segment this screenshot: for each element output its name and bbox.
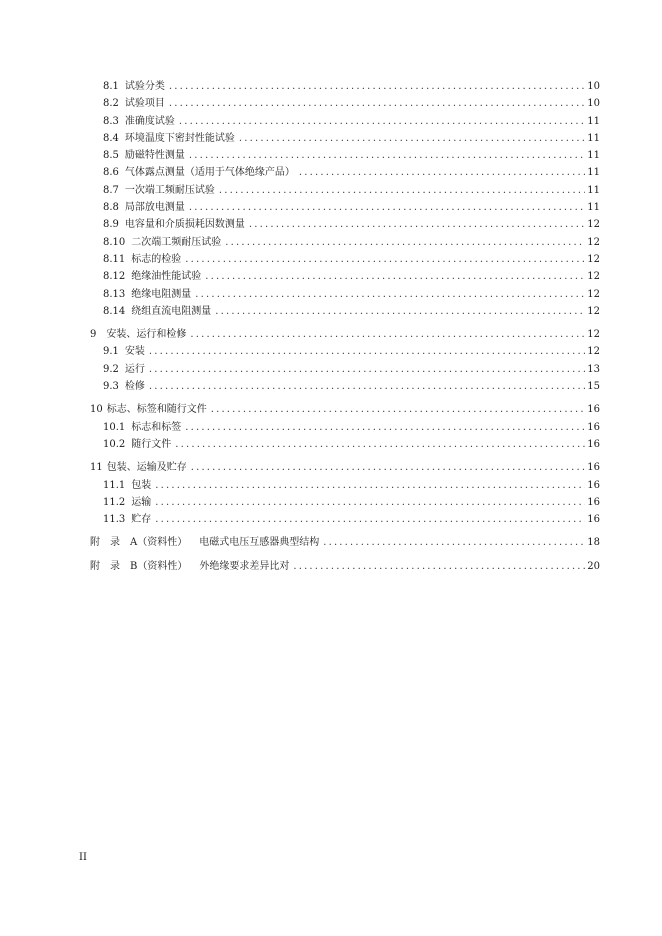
toc-page: 12 — [587, 219, 600, 231]
toc-page: 18 — [587, 537, 600, 549]
toc-page: 12 — [587, 288, 600, 300]
toc-number: 8.3 — [103, 115, 119, 127]
toc-number: 10 — [90, 404, 103, 416]
toc-page: 16 — [587, 421, 600, 433]
dot-leader — [149, 361, 585, 378]
toc-number: 10.1 — [103, 421, 126, 433]
toc-title: 包装、运输及贮存 — [106, 462, 187, 474]
toc-title: 运行 — [124, 363, 145, 375]
toc-title: 安装 — [124, 346, 145, 358]
toc-entry-9-1[interactable] — [0, 343, 600, 360]
toc-page: 10 — [587, 81, 600, 92]
toc-entry-8-7[interactable] — [0, 182, 600, 199]
dot-leader — [195, 286, 585, 303]
dot-leader — [249, 216, 585, 233]
dot-leader — [293, 558, 585, 575]
dot-leader — [185, 251, 585, 268]
toc-title: 标志的检验 — [131, 253, 182, 265]
toc-number: 11.1 — [103, 479, 126, 491]
toc-page: 11 — [587, 202, 600, 214]
toc-title: 一次端工频耐压试验 — [124, 184, 215, 196]
toc-entry-9-2[interactable] — [0, 361, 600, 378]
toc-title: 安装、运行和检修 — [106, 329, 187, 341]
toc-title: 准确度试验 — [124, 115, 175, 127]
toc-title: 绕组直流电阻测量 — [131, 305, 212, 317]
toc-title: 局部放电测量 — [124, 202, 185, 214]
toc-number: 8.10 — [103, 236, 126, 248]
toc-page: 12 — [587, 253, 600, 265]
dot-leader — [205, 268, 585, 285]
toc-number: 11.2 — [103, 496, 126, 508]
toc-title: 外绝缘要求差异比对 — [199, 560, 290, 572]
toc-page: 11 — [587, 132, 600, 144]
toc-number: 8.6 — [103, 167, 119, 179]
toc-title: 标志和标签 — [131, 421, 182, 433]
toc-number: 8.13 — [103, 288, 126, 300]
dot-leader — [169, 78, 585, 95]
dot-leader — [155, 494, 585, 511]
dot-leader — [149, 378, 585, 395]
toc-number: 8.7 — [103, 184, 119, 196]
dot-leader — [149, 343, 585, 360]
toc-entry-8-14[interactable] — [0, 303, 600, 320]
toc-number: 8.1 — [103, 81, 119, 92]
toc-title: 试验项目 — [124, 98, 165, 110]
toc-entry-8-2[interactable] — [0, 95, 600, 112]
toc-page: 12 — [587, 271, 600, 283]
dot-leader — [299, 164, 585, 181]
dot-leader — [190, 326, 585, 343]
toc-title: 试验分类 — [124, 81, 165, 92]
toc-number: 8.8 — [103, 202, 119, 214]
dot-leader — [211, 401, 586, 418]
toc-page: 12 — [587, 236, 600, 248]
toc-page: 12 — [587, 346, 600, 358]
toc-title: 环境温度下密封性能试验 — [124, 132, 235, 144]
dot-leader — [225, 234, 585, 251]
toc-page: 16 — [587, 438, 600, 450]
toc-entry-appendix-b[interactable] — [0, 558, 600, 575]
toc-entry-8-11[interactable] — [0, 251, 600, 268]
toc-entry-8-9[interactable] — [0, 216, 600, 233]
dot-leader — [219, 182, 585, 199]
toc-number: 8.2 — [103, 98, 119, 110]
dot-leader — [169, 95, 585, 112]
toc-page: 12 — [587, 305, 600, 317]
toc-title: 绝缘油性能试验 — [131, 271, 202, 283]
page-number-footer: II — [79, 852, 87, 863]
toc-number: 9 — [90, 329, 97, 341]
appendix-label: 附 录 B（资料性） — [90, 560, 188, 572]
toc-number: 8.12 — [103, 271, 126, 283]
toc-page: 20 — [587, 560, 600, 572]
toc-title: 检修 — [124, 381, 145, 393]
toc-title: 标志、标签和随行文件 — [106, 404, 207, 416]
toc-title: 运输 — [131, 496, 152, 508]
dot-leader — [185, 419, 585, 436]
toc-page: 12 — [587, 329, 600, 341]
appendix-label: 附 录 A（资料性） — [90, 537, 188, 549]
toc-title: 贮存 — [131, 514, 152, 526]
toc-entry-8-4[interactable] — [0, 130, 600, 147]
toc-number: 11 — [90, 462, 103, 474]
toc-number: 8.5 — [103, 150, 119, 162]
toc-entry-8-12[interactable] — [0, 268, 600, 285]
dot-leader — [323, 534, 585, 551]
toc-title: 包装 — [131, 479, 152, 491]
toc-entry-11[interactable] — [0, 459, 600, 476]
dot-leader — [179, 113, 585, 130]
toc-entry-8-6[interactable] — [0, 164, 600, 181]
dot-leader — [215, 303, 585, 320]
toc-page: 11 — [587, 115, 600, 127]
toc-number: 8.9 — [103, 219, 119, 231]
dot-leader — [155, 477, 585, 494]
toc-entry-9[interactable] — [0, 326, 600, 343]
table-of-contents — [0, 78, 662, 575]
toc-entry-8-10[interactable] — [0, 234, 600, 251]
toc-number: 9.1 — [103, 346, 119, 358]
toc-entry-10-2[interactable] — [0, 436, 600, 453]
toc-entry-11-3[interactable] — [0, 511, 600, 528]
dot-leader — [191, 459, 586, 476]
toc-entry-8-1[interactable] — [0, 78, 600, 95]
toc-number: 8.14 — [103, 305, 126, 317]
toc-page: 11 — [587, 184, 600, 196]
toc-entry-10[interactable] — [0, 401, 600, 418]
toc-entry-8-5[interactable] — [0, 147, 600, 164]
toc-title: 电容量和介质损耗因数测量 — [124, 219, 245, 231]
toc-entry-11-1[interactable] — [0, 477, 600, 494]
toc-page: 11 — [587, 167, 600, 179]
toc-number: 10.2 — [103, 438, 126, 450]
toc-entry-8-3[interactable] — [0, 113, 600, 130]
toc-entry-9-3[interactable] — [0, 378, 600, 395]
toc-title: 气体露点测量（适用于气体绝缘产品） — [124, 167, 295, 179]
dot-leader — [175, 436, 585, 453]
dot-leader — [155, 511, 585, 528]
toc-entry-10-1[interactable] — [0, 419, 600, 436]
dot-leader — [239, 130, 585, 147]
toc-page: 10 — [587, 98, 600, 110]
toc-title: 励磁特性测量 — [124, 150, 185, 162]
toc-entry-8-13[interactable] — [0, 286, 600, 303]
toc-number: 9.3 — [103, 381, 119, 393]
toc-page: 16 — [587, 462, 600, 474]
toc-number: 8.11 — [103, 253, 126, 265]
dot-leader — [189, 199, 585, 216]
toc-entry-appendix-a[interactable] — [0, 534, 600, 551]
toc-title: 二次端工频耐压试验 — [131, 236, 222, 248]
toc-page: 16 — [587, 496, 600, 508]
toc-page: 16 — [587, 479, 600, 491]
toc-title: 随行文件 — [131, 438, 172, 450]
toc-number: 9.2 — [103, 363, 119, 375]
toc-number: 11.3 — [103, 514, 126, 526]
toc-page: 16 — [587, 514, 600, 526]
toc-page: 16 — [587, 404, 600, 416]
toc-number: 8.4 — [103, 132, 119, 144]
toc-page: 11 — [587, 150, 600, 162]
toc-title: 绝缘电阻测量 — [131, 288, 192, 300]
toc-page: 15 — [587, 381, 600, 393]
toc-page: 13 — [587, 363, 600, 375]
toc-title: 电磁式电压互感器典型结构 — [199, 537, 320, 549]
dot-leader — [189, 147, 585, 164]
toc-entry-11-2[interactable] — [0, 494, 600, 511]
toc-entry-8-8[interactable] — [0, 199, 600, 216]
